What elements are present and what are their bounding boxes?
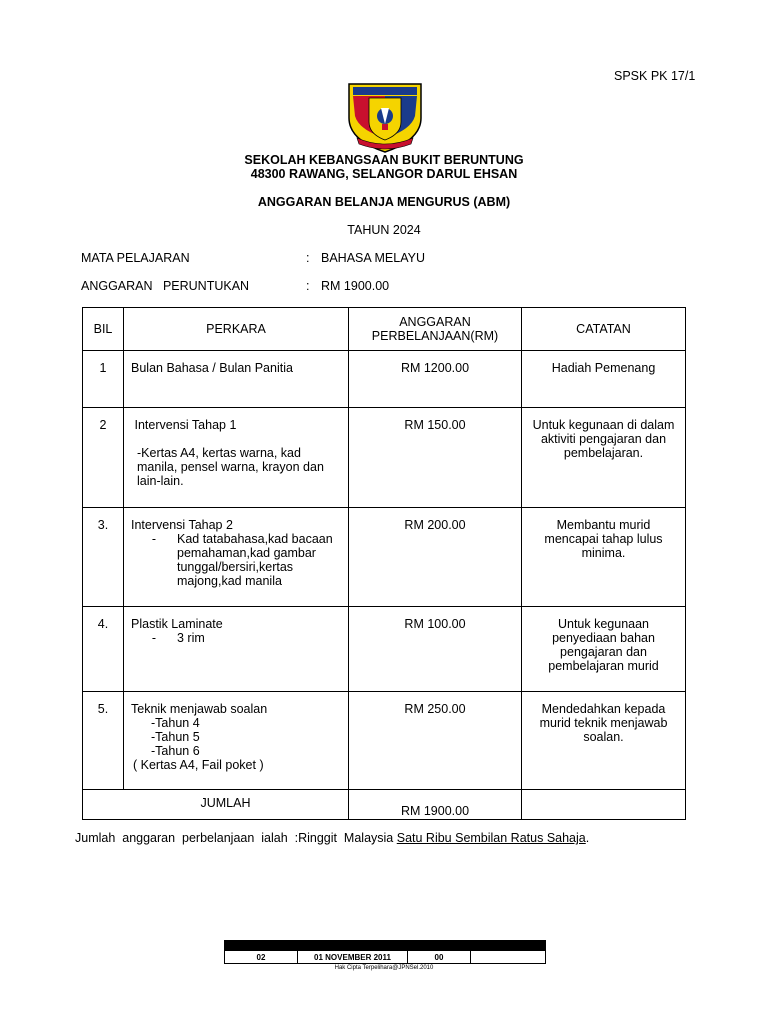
row-bil: 5. — [83, 692, 124, 790]
bullet-dash: - — [151, 532, 157, 546]
row-amount: RM 1200.00 — [349, 351, 522, 408]
table-row — [83, 408, 686, 508]
school-crest-logo — [345, 78, 425, 154]
header-bil: BIL — [83, 308, 124, 351]
row-bil: 4. — [83, 607, 124, 692]
header-anggaran-line2: PERBELANJAAN(RM) — [371, 329, 499, 343]
row-item-detail: -Tahun 4 — [151, 716, 200, 730]
document-title: ANGGARAN BELANJA MENGURUS (ABM) — [257, 195, 511, 209]
table-row — [83, 508, 686, 607]
row-note: Membantu murid mencapai tahap lulus minima. — [522, 508, 686, 607]
footer-values-row — [225, 951, 546, 964]
document-year: TAHUN 2024 — [347, 223, 421, 237]
subject-colon: : — [306, 251, 310, 265]
header-catatan: CATATAN — [522, 308, 686, 351]
allocation-value: RM 1900.00 — [321, 279, 390, 293]
row-item — [124, 351, 349, 408]
row-item-detail-group — [131, 631, 348, 645]
row-item-title: Intervensi Tahap 1 — [131, 418, 237, 432]
row-item-detail: -Tahun 5 — [151, 730, 200, 744]
row-item-detail: -Tahun 6 — [151, 744, 200, 758]
summary-sentence — [75, 831, 589, 845]
summary-suffix: . — [585, 831, 590, 845]
row-item-detail-group — [131, 532, 340, 588]
revision-footer-table — [224, 940, 546, 964]
budget-table — [82, 307, 686, 820]
row-item-title: Bulan Bahasa / Bulan Panitia — [131, 361, 293, 375]
allocation-colon: : — [306, 279, 310, 293]
footer-date: 01 NOVEMBER 2011 — [298, 951, 408, 964]
table-header-row — [83, 308, 686, 351]
row-bil: 2 — [83, 408, 124, 508]
row-item-detail: 3 rim — [177, 631, 205, 645]
table-row — [83, 351, 686, 408]
school-name: SEKOLAH KEBANGSAAN BUKIT BERUNTUNG — [244, 153, 524, 167]
row-amount: RM 200.00 — [349, 508, 522, 607]
row-amount: RM 150.00 — [349, 408, 522, 508]
summary-amount-words: Satu Ribu Sembilan Ratus Sahaja — [396, 831, 586, 845]
row-item-detail: ( Kertas A4, Fail poket ) — [133, 758, 264, 772]
row-bil: 3. — [83, 508, 124, 607]
total-label: JUMLAH — [83, 790, 349, 820]
row-amount: RM 250.00 — [349, 692, 522, 790]
row-item-title: Teknik menjawab soalan — [131, 702, 268, 716]
table-row — [83, 607, 686, 692]
row-bil: 1 — [83, 351, 124, 408]
row-note: Mendedahkan kepada murid teknik menjawab soalan. — [522, 692, 686, 790]
allocation-label: ANGGARAN PERUNTUKAN — [81, 279, 250, 293]
row-note: Untuk kegunaan penyediaan bahan pengajaran dan pembelajaran murid — [522, 607, 686, 692]
row-item — [124, 408, 349, 508]
footer-empty — [471, 951, 546, 964]
total-row — [83, 790, 686, 820]
subject-value: BAHASA MELAYU — [321, 251, 425, 265]
row-item — [124, 692, 349, 790]
copyright-notice: Hak Cipta Terpelihara@JPNSel.2010 — [334, 965, 434, 971]
row-item-title: Intervensi Tahap 2 — [131, 518, 233, 532]
row-note: Hadiah Pemenang — [522, 351, 686, 408]
header-anggaran — [349, 308, 522, 351]
row-item-detail: Kad tatabahasa,kad bacaan pemahaman,kad gambar tunggal/bersiri,kertas majong,kad manila — [177, 532, 333, 588]
school-header — [0, 153, 768, 181]
header-perkara: PERKARA — [124, 308, 349, 351]
table-row — [83, 692, 686, 790]
bullet-dash: - — [151, 631, 157, 645]
header-anggaran-line1: ANGGARAN — [399, 315, 471, 329]
row-item — [124, 508, 349, 607]
footer-number: 00 — [408, 951, 471, 964]
row-item — [124, 607, 349, 692]
row-note: Untuk kegunaan di dalam aktiviti pengajaran dan pembelajaran. — [522, 408, 686, 508]
footer-header-bar — [225, 941, 546, 951]
row-amount: RM 100.00 — [349, 607, 522, 692]
total-note-empty — [522, 790, 686, 820]
summary-prefix: Jumlah anggaran perbelanjaan ialah :Ringgit Malaysia — [75, 831, 397, 845]
document-code: SPSK PK 17/1 — [614, 69, 696, 83]
row-item-detail: -Kertas A4, kertas warna, kad manila, pensel warna, krayon dan lain-lain. — [137, 446, 328, 488]
school-address: 48300 RAWANG, SELANGOR DARUL EHSAN — [250, 167, 518, 181]
subject-label: MATA PELAJARAN — [81, 251, 190, 265]
footer-revision: 02 — [225, 951, 298, 964]
total-value: RM 1900.00 — [349, 790, 522, 820]
row-item-title: Plastik Laminate — [131, 617, 223, 631]
